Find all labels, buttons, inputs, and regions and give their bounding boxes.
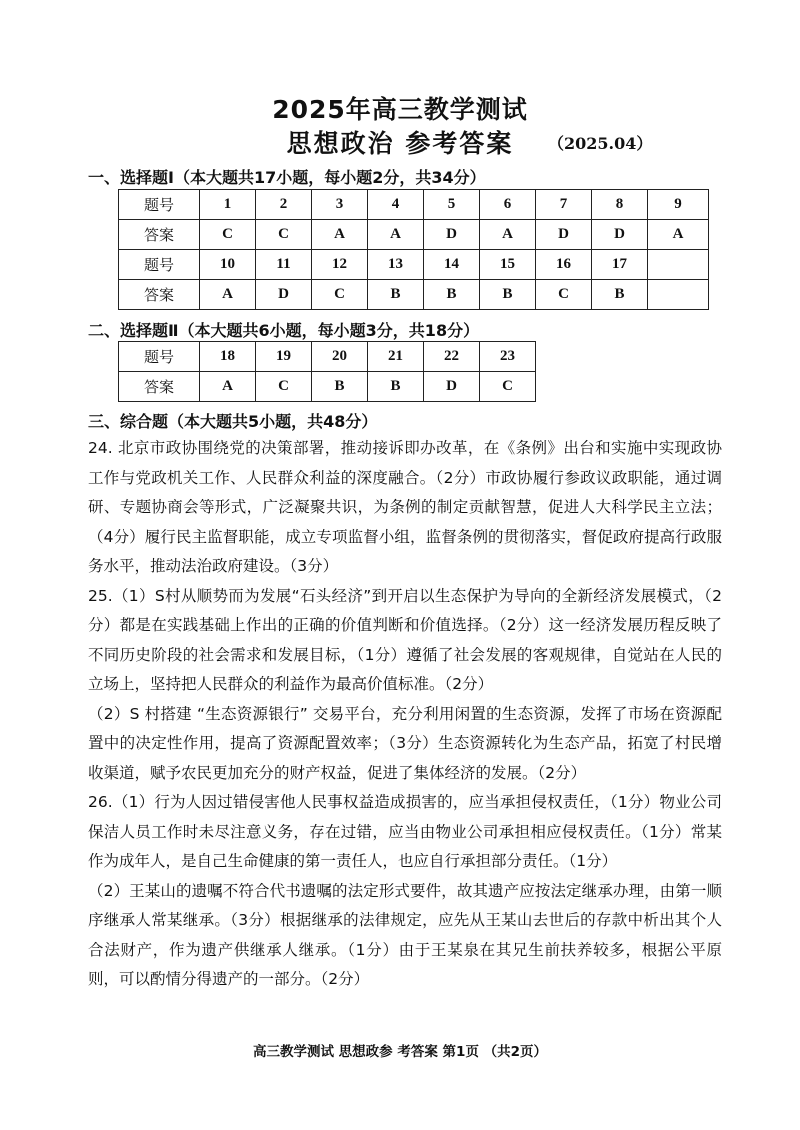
answer-row [119,372,536,402]
question-number-cell: 15 [480,250,536,280]
answer-row [119,280,709,310]
answer-cell [648,280,709,310]
section1-heading: 一、选择题Ⅰ（本大题共17小题，每小题2分，共34分） [88,168,486,187]
answer-26-1: 26.（1）行为人因过错侵害他人民事权益造成损害的，应当承担侵权责任，（1分）物业公司保洁人员工作时未尽注意义务，存在过错，应当由物业公司承担相应侵权责任。（1分）常某作为成年人，是自己生命健康的第一责任人，也应自行承担部分责任。（1分） [88,793,722,870]
question-number-cell: 3 [312,190,368,220]
page-subtitle: 思想政治 参考答案 [286,129,514,158]
row-label-question: 题号 [119,342,200,372]
question-number-row [119,190,709,220]
row-label-question: 题号 [119,250,200,280]
section1-answer-table [118,189,709,310]
answer-cell: D [424,220,480,250]
question-number-cell: 6 [480,190,536,220]
question-number-cell: 8 [592,190,648,220]
answer-25-2: （2）S 村搭建 “生态资源银行” 交易平台，充分利用闲置的生态资源，发挥了市场在资源配置中的决定性作用，提高了资源配置效率；（3分）生态资源转化为生态产品，拓宽了村民增收渠道，赋予农民更加充分的财产权益，促进了集体经济的发展。（2分） [88,704,722,782]
answer-cell: D [592,220,648,250]
answer-25-1: 25.（1）S村从顺势而为发展“石头经济”到开启以生态保护为导向的全新经济发展模式，（2分）都是在实践基础上作出的正确的价值判断和价值选择。（2分）这一经济发展历程反映了不同历史阶段的社会需求和发展目标，（1分）遵循了社会发展的客观规律，自觉站在人民的立场上，坚持把人民群众的利益作为最高价值标准。（2分） [88,586,722,693]
row-label-answer: 答案 [119,280,200,310]
answer-26-2: （2）王某山的遗嘱不符合代书遗嘱的法定形式要件，故其遗产应按法定继承办理，由第一顺序继承人常某继承。（3分）根据继承的法律规定，应先从王某山去世后的存款中析出其个人合法财产，作为遗产供继承人继承。（1分）由于王某泉在其兄生前扶养较多，根据公平原则，可以酌情分得遗产的一部分。（2分） [88,881,722,988]
answer-cell: B [480,280,536,310]
question-number-cell: 13 [368,250,424,280]
question-number-cell: 18 [200,342,256,372]
answer-cell: B [312,372,368,402]
question-number-cell: 19 [256,342,312,372]
question-number-cell: 4 [368,190,424,220]
answer-cell: C [256,220,312,250]
answer-cell: C [536,280,592,310]
question-number-cell: 22 [424,342,480,372]
answer-24: 24. 北京市政协围绕党的决策部署，推动接诉即办改革，在《条例》出台和实施中实现政协工作与党政机关工作、人民群众利益的深度融合。（2分）市政协履行参政议政职能，通过调研、专题协商会等形式，广泛凝聚共识，为条例的制定贡献智慧，促进人大科学民主立法；（4分）履行民主监督职能，成立专项监督小组，监督条例的贯彻落实，督促政府提高行政服务水平，推动法治政府建设。（3分） [88,439,722,575]
row-label-answer: 答案 [119,372,200,402]
question-number-cell: 14 [424,250,480,280]
section3-heading: 三、综合题（本大题共5小题，共48分） [88,412,378,431]
question-number-cell: 21 [368,342,424,372]
page-footer: 高三教学测试 思想政参 考答案 第1页 （共2页） [252,1044,548,1060]
question-number-cell [648,250,709,280]
answer-cell: A [368,220,424,250]
question-number-cell: 2 [256,190,312,220]
question-number-cell: 17 [592,250,648,280]
question-number-cell: 9 [648,190,709,220]
question-number-cell: 20 [312,342,368,372]
answer-cell: B [368,280,424,310]
row-label-question: 题号 [119,190,200,220]
answer-cell: D [536,220,592,250]
question-number-cell: 11 [256,250,312,280]
row-label-answer: 答案 [119,220,200,250]
question-number-cell: 12 [312,250,368,280]
section2-heading: 二、选择题Ⅱ（本大题共6小题，每小题3分，共18分） [88,321,480,340]
answer-cell: B [368,372,424,402]
exam-date: （2025.04） [548,134,653,153]
answer-cell: D [256,280,312,310]
question-number-cell: 5 [424,190,480,220]
page-title: 2025年高三教学测试 [272,95,528,124]
answer-cell: A [480,220,536,250]
question-number-cell: 16 [536,250,592,280]
question-number-cell: 23 [480,342,536,372]
answer-row [119,220,709,250]
answer-cell: A [648,220,709,250]
question-number-cell: 1 [200,190,256,220]
answer-cell: C [256,372,312,402]
section2-answer-table [118,341,536,402]
answer-cell: A [312,220,368,250]
question-number-cell: 7 [536,190,592,220]
answer-cell: C [312,280,368,310]
answer-cell: C [480,372,536,402]
answer-cell: B [592,280,648,310]
answer-cell: D [424,372,480,402]
answer-cell: B [424,280,480,310]
question-number-row [119,342,536,372]
answer-cell: A [200,372,256,402]
question-number-cell: 10 [200,250,256,280]
answer-cell: C [200,220,256,250]
question-number-row [119,250,709,280]
section3-answers [88,434,722,995]
answer-cell: A [200,280,256,310]
